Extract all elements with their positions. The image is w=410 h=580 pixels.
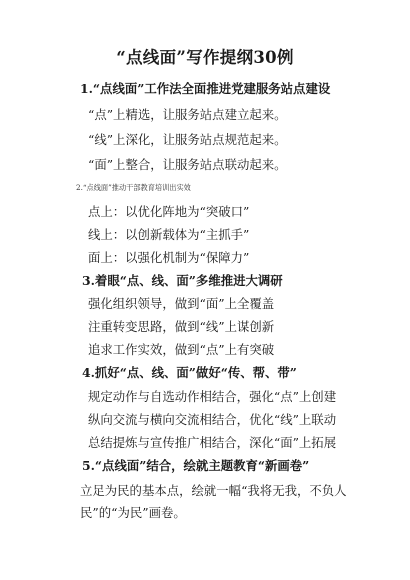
heading-3: 3.着眼“点、线、面”多维推进大调研: [82, 273, 283, 288]
list-item: 总结提炼与宣传推广相结合，深化“面”上拓展: [88, 435, 337, 450]
list-item: “点”上精选，让服务站点建立起来。: [88, 107, 287, 122]
list-item: “面”上整合，让服务站点联动起来。: [88, 157, 287, 172]
list-item: 线上：以创新载体为“主抓手”: [88, 227, 250, 242]
list-item: 注重转变思路，做到“线”上谋创新: [88, 319, 275, 334]
list-item: “线”上深化，让服务站点规范起来。: [88, 132, 287, 147]
heading-1: 1.“点线面”工作法全面推进党建服务站点建设: [80, 81, 331, 96]
heading-5: 5.“点线面”结合，绘就主题教育“新画卷”: [82, 458, 310, 473]
list-item: 追求工作实效，做到“点”上有突破: [88, 342, 275, 357]
list-item: 规定动作与自选动作相结合，强化“点”上创建: [88, 389, 337, 404]
list-item: 面上：以强化机制为“保障力”: [88, 250, 250, 265]
list-item: 纵向交流与横向交流相结合，优化“线”上联动: [88, 412, 337, 427]
paragraph: 立足为民的基本点，绘就一幅“我将无我，不负人民”的“为民”画卷。: [80, 483, 347, 520]
list-item: 点上：以优化阵地为“突破口”: [88, 204, 250, 219]
list-item: 强化组织领导，做到“面”上全覆盖: [88, 296, 275, 311]
document-title: “点线面”写作提纲30例: [116, 48, 294, 67]
heading-4: 4.抓好“点、线、面”做好“传、帮、带”: [82, 365, 297, 380]
heading-2: 2.“点线面”推动干部教育培训出实效: [76, 183, 191, 192]
